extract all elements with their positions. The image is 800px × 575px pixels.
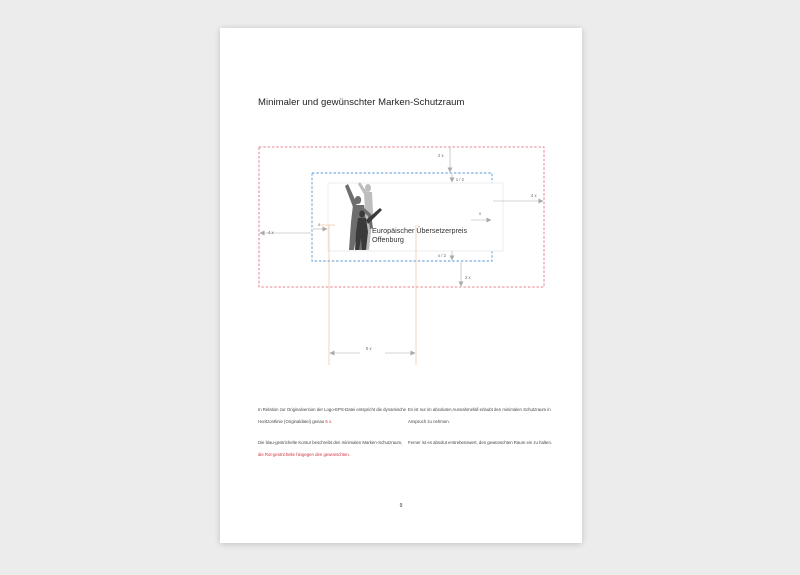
text-column-left: [258, 404, 408, 470]
label-4x-right: 4 x: [531, 193, 537, 198]
paragraph-left-2: [258, 437, 408, 460]
page-number: 9: [399, 503, 403, 509]
label-4x-left: 4 x: [268, 230, 274, 235]
highlight-red-zone: die Rot-gestrichelte hingegen den gewünschten: [258, 451, 349, 457]
paragraph-left-1: [258, 404, 408, 427]
label-2x-top: 2 x: [438, 153, 444, 158]
logo-text-line2: Offenburg: [372, 235, 404, 244]
label-x2-bottom: x / 2: [438, 253, 446, 258]
label-x2-top: x / 2: [456, 177, 464, 182]
logo-text-line1: Europäischer Übersetzerpreis: [372, 226, 468, 235]
label-x-left: x: [318, 222, 321, 227]
paragraph-text: In Relation zur Originalversion der Logo-EPS-Datei entspricht die dynamische Horitzontlinie (Originaldatei) genau: [258, 407, 407, 424]
paragraph-text: .: [331, 418, 333, 424]
paragraph-right-2: Ferner ist es absolut erstrebenswert, den gewünschten Raum ein zu halten.: [408, 440, 553, 446]
paragraph-text: .: [348, 451, 350, 457]
label-x-right: x: [479, 211, 482, 216]
label-5x: 5 x: [366, 346, 372, 351]
paragraph-text: Die blau-gestrichelte Kontur beschreibt den minimalen Marken-Schutzraum,: [258, 440, 403, 446]
paragraph-right-1: Es ist nur im absoluten Ausnahmefall erlaubt den minimalen Schutzraum in Anspruch zu nehmen.: [408, 407, 551, 424]
label-2x-bottom: 2 x: [465, 275, 471, 280]
page-title: Minimaler und gewünschter Marken-Schutzraum: [258, 97, 465, 108]
highlight-5x: 5 x: [325, 418, 332, 424]
text-column-right: [408, 404, 558, 459]
